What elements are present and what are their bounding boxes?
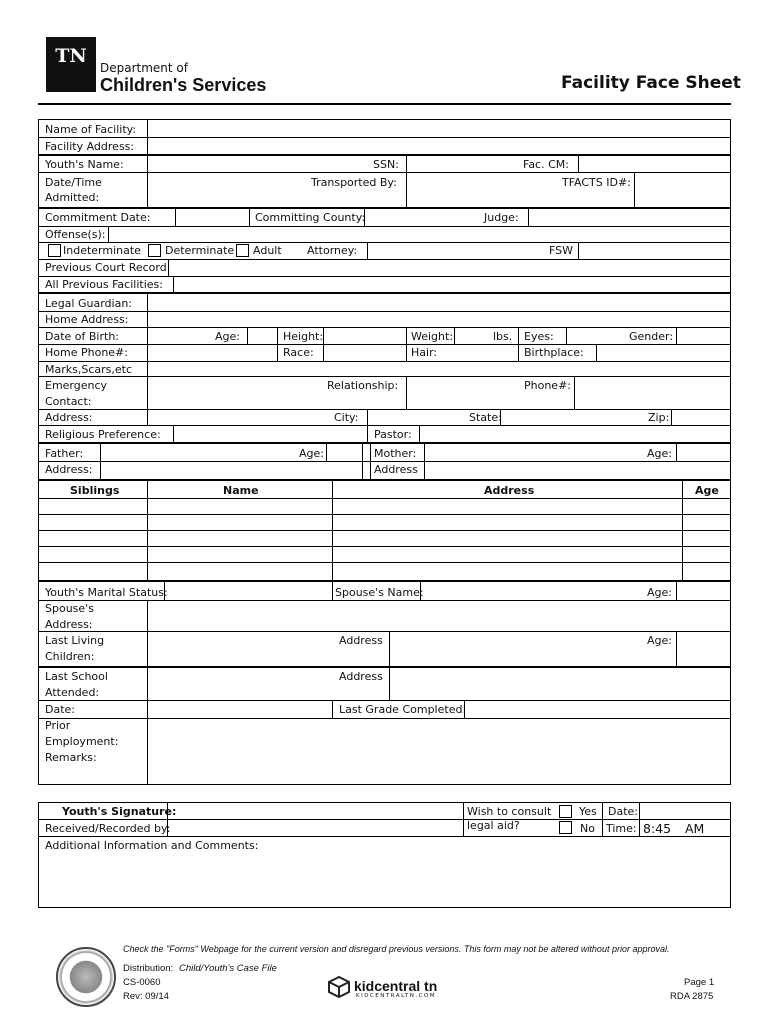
all-previous-facilities-label: All Previous Facilities: xyxy=(45,278,163,291)
form-rule xyxy=(175,208,176,226)
transported-by-label: Transported By: xyxy=(311,176,397,189)
time-value[interactable]: 8:45 xyxy=(643,821,672,836)
gender-label: Gender: xyxy=(629,330,674,343)
date-sig-label: Date: xyxy=(608,805,638,818)
name-of-facility-label: Name of Facility: xyxy=(45,123,137,136)
kidcentral-url: KIDCENTRALTN.COM xyxy=(356,993,437,999)
determinate-label: Determinate xyxy=(165,244,235,257)
form-rule xyxy=(463,803,464,836)
form-rule xyxy=(38,242,731,243)
received-recorded-label: Received/Recorded by: xyxy=(45,822,171,835)
last-grade-label: Last Grade Completed: xyxy=(339,703,467,716)
form-rule xyxy=(38,666,731,668)
yes-checkbox[interactable] xyxy=(559,805,572,818)
determinate-checkbox[interactable] xyxy=(148,244,161,257)
form-rule xyxy=(38,425,731,426)
form-rule xyxy=(578,242,579,259)
no-label: No xyxy=(580,822,595,835)
legal-aid-label: legal aid? xyxy=(467,819,520,832)
youths-signature-label: Youth's Signature: xyxy=(62,805,177,818)
form-rule xyxy=(147,155,148,207)
form-rule xyxy=(38,700,731,701)
marks-label: Marks,Scars,etc xyxy=(45,363,133,376)
form-rule xyxy=(173,276,174,292)
legal-guardian-label: Legal Guardian: xyxy=(45,297,133,310)
form-rule xyxy=(38,718,731,719)
relationship-label: Relationship: xyxy=(327,379,399,392)
form-rule xyxy=(38,836,731,837)
date-label: Date: xyxy=(45,703,75,716)
form-rule xyxy=(38,631,731,632)
address-header: Address xyxy=(484,484,535,497)
am-value[interactable]: AM xyxy=(685,821,705,836)
form-rule xyxy=(247,327,248,344)
form-rule xyxy=(38,530,731,531)
form-rule xyxy=(38,327,731,328)
form-rule xyxy=(566,327,567,344)
offenses-label: Offense(s): xyxy=(45,228,106,241)
form-rule xyxy=(367,242,368,259)
form-rule xyxy=(249,208,250,226)
pastor-label: Pastor: xyxy=(374,428,412,441)
form-rule xyxy=(406,327,407,361)
form-rule xyxy=(38,259,731,260)
revision: Rev: 09/14 xyxy=(123,991,169,1002)
form-rule xyxy=(277,327,278,361)
children-label: Children: xyxy=(45,650,95,663)
father-address-label: Address: xyxy=(45,463,93,476)
form-rule xyxy=(367,425,368,442)
form-number: CS-0060 xyxy=(123,977,161,988)
form-rule xyxy=(518,327,519,361)
form-rule xyxy=(578,155,579,172)
dept-line2: Children's Services xyxy=(100,75,267,95)
form-rule xyxy=(147,293,148,327)
date-of-birth-label: Date of Birth: xyxy=(45,330,120,343)
additional-info-label: Additional Information and Comments: xyxy=(45,839,259,852)
phone-label: Phone#: xyxy=(524,379,571,392)
spouses-name-label: Spouse's Name: xyxy=(335,586,424,599)
form-rule xyxy=(38,498,731,499)
form-rule xyxy=(676,443,677,461)
form-rule xyxy=(389,631,390,666)
form-rule xyxy=(634,172,635,207)
father-label: Father: xyxy=(45,447,84,460)
spouses-label: Spouse's xyxy=(45,602,94,615)
facility-name-field[interactable] xyxy=(149,121,729,136)
form-rule xyxy=(38,546,731,547)
form-rule xyxy=(38,514,731,515)
marital-status-label: Youth's Marital Status: xyxy=(45,586,168,599)
form-rule xyxy=(147,600,148,666)
indeterminate-checkbox[interactable] xyxy=(48,244,61,257)
dept-line1: Department of xyxy=(100,61,188,75)
form-rule xyxy=(147,376,148,425)
age-header: Age xyxy=(695,484,719,497)
page-number: Page 1 xyxy=(684,977,715,988)
contact-label: Contact: xyxy=(45,395,92,408)
home-address-label: Home Address: xyxy=(45,313,129,326)
form-rule xyxy=(38,292,731,294)
form-rule xyxy=(639,803,640,836)
spouse-age-label: Age: xyxy=(647,586,672,599)
rda-number: RDA 2875 xyxy=(670,991,714,1002)
prior-label: Prior xyxy=(45,719,71,732)
form-rule xyxy=(38,562,731,563)
form-rule xyxy=(323,327,324,361)
address-label: Address: xyxy=(45,411,93,424)
zip-label: Zip: xyxy=(648,411,670,424)
weight-label: Weight: xyxy=(411,330,454,343)
religious-preference-label: Religious Preference: xyxy=(45,428,161,441)
form-rule xyxy=(676,581,677,600)
form-rule xyxy=(38,442,731,444)
remarks-label: Remarks: xyxy=(45,751,97,764)
youths-name-label: Youth's Name: xyxy=(45,158,124,171)
yes-label: Yes xyxy=(579,805,597,818)
mother-address-label: Address xyxy=(374,463,418,476)
form-rule xyxy=(528,208,529,226)
page-title: Facility Face Sheet xyxy=(561,73,741,93)
commitment-date-label: Commitment Date: xyxy=(45,211,151,224)
last-living-label: Last Living xyxy=(45,634,105,647)
form-rule xyxy=(406,172,407,207)
hair-label: Hair: xyxy=(411,346,438,359)
form-rule xyxy=(574,376,575,409)
transported-by-field[interactable] xyxy=(408,173,558,206)
remarks-field[interactable] xyxy=(149,728,729,784)
form-rule xyxy=(147,361,148,376)
age-label: Age: xyxy=(215,330,240,343)
ssn-label: SSN: xyxy=(373,158,399,171)
footer-notice: Check the "Forms" Webpage for the current version and disregard previous versions. This form may not be altered without prior approval. xyxy=(123,944,670,954)
race-label: Race: xyxy=(283,346,314,359)
form-rule xyxy=(108,226,109,242)
youths-name-field[interactable] xyxy=(149,156,369,171)
header-rule xyxy=(38,103,731,105)
city-label: City: xyxy=(334,411,359,424)
form-rule xyxy=(424,443,425,479)
form-rule xyxy=(38,207,731,209)
form-rule xyxy=(38,819,731,820)
admitted-label: Admitted: xyxy=(45,191,100,204)
form-rule xyxy=(38,172,731,173)
form-rule xyxy=(38,311,731,312)
form-rule xyxy=(676,631,677,666)
form-rule xyxy=(38,461,731,462)
date-time-label: Date/Time xyxy=(45,176,102,189)
form-rule xyxy=(682,480,683,580)
form-rule xyxy=(370,443,371,479)
height-label: Height: xyxy=(283,330,324,343)
form-rule xyxy=(173,425,174,442)
children-age-label: Age: xyxy=(647,634,672,647)
wish-consult-label: Wish to consult xyxy=(467,805,552,818)
form-rule xyxy=(147,327,148,361)
fsw-label: FSW xyxy=(549,244,573,257)
time-label: Time: xyxy=(606,822,637,835)
mother-age-label: Age: xyxy=(647,447,672,460)
form-rule xyxy=(676,327,677,344)
previous-court-record-label: Previous Court Record: xyxy=(45,261,171,274)
form-rule xyxy=(38,600,731,601)
distribution-value: Child/Youth's Case File xyxy=(179,963,277,974)
tn-logo: TN xyxy=(46,37,96,92)
form-rule xyxy=(332,480,333,580)
form-rule xyxy=(596,344,597,361)
eyes-label: Eyes: xyxy=(524,330,554,343)
fac-cm-field[interactable] xyxy=(580,156,728,171)
form-rule xyxy=(332,700,333,718)
adult-checkbox[interactable] xyxy=(236,244,249,257)
name-header: Name xyxy=(223,484,259,497)
kidcentral-logo-text: kidcentral tn xyxy=(354,978,438,994)
kidcentral-cube-icon xyxy=(328,976,350,998)
form-rule xyxy=(147,480,148,580)
no-checkbox[interactable] xyxy=(559,821,572,834)
form-rule xyxy=(406,155,407,172)
father-age-label: Age: xyxy=(299,447,324,460)
form-rule xyxy=(38,276,731,277)
additional-info-field[interactable] xyxy=(40,855,729,906)
form-rule xyxy=(100,443,101,479)
form-rule xyxy=(38,479,731,481)
form-rule xyxy=(326,443,327,461)
emergency-label: Emergency xyxy=(45,379,108,392)
form-rule xyxy=(38,226,731,227)
judge-label: Judge: xyxy=(484,211,519,224)
form-rule xyxy=(454,327,455,344)
form-rule xyxy=(671,409,672,425)
employment-label: Employment: xyxy=(45,735,119,748)
siblings-header: Siblings xyxy=(70,484,120,497)
state-label: State: xyxy=(469,411,502,424)
form-rule xyxy=(367,409,368,425)
form-rule xyxy=(38,580,731,582)
ssn-field[interactable] xyxy=(408,156,518,171)
form-rule xyxy=(419,425,420,442)
form-rule xyxy=(38,361,731,362)
form-rule xyxy=(406,376,407,409)
state-seal-icon xyxy=(56,947,116,1007)
last-school-label: Last School xyxy=(45,670,108,683)
attorney-label: Attorney: xyxy=(307,244,358,257)
attended-label: Attended: xyxy=(45,686,100,699)
form-rule xyxy=(147,666,148,785)
adult-label: Adult xyxy=(253,244,282,257)
home-phone-label: Home Phone#: xyxy=(45,346,128,359)
facility-address-field[interactable] xyxy=(149,138,729,153)
form-rule xyxy=(38,344,731,345)
form-rule xyxy=(38,376,731,377)
indeterminate-label: Indeterminate xyxy=(63,244,141,257)
form-rule xyxy=(332,581,333,600)
distribution-label: Distribution: xyxy=(123,963,174,974)
fac-cm-label: Fac. CM: xyxy=(523,158,569,171)
committing-county-label: Committing County: xyxy=(255,211,366,224)
form-rule xyxy=(38,409,731,410)
birthplace-label: Birthplace: xyxy=(524,346,584,359)
form-rule xyxy=(389,666,390,700)
spouses-address-label: Address: xyxy=(45,618,93,631)
mother-label: Mother: xyxy=(374,447,417,460)
form-rule xyxy=(147,120,148,154)
school-address-label: Address xyxy=(339,670,383,683)
form-rule xyxy=(602,803,603,836)
tfacts-id-field[interactable] xyxy=(636,173,728,206)
form-rule xyxy=(362,443,363,479)
date-time-admitted-field[interactable] xyxy=(149,173,304,206)
children-address-label: Address xyxy=(339,634,383,647)
tfacts-id-label: TFACTS ID#: xyxy=(562,176,631,189)
facility-address-label: Facility Address: xyxy=(45,140,135,153)
lbs-label: lbs. xyxy=(493,330,513,343)
